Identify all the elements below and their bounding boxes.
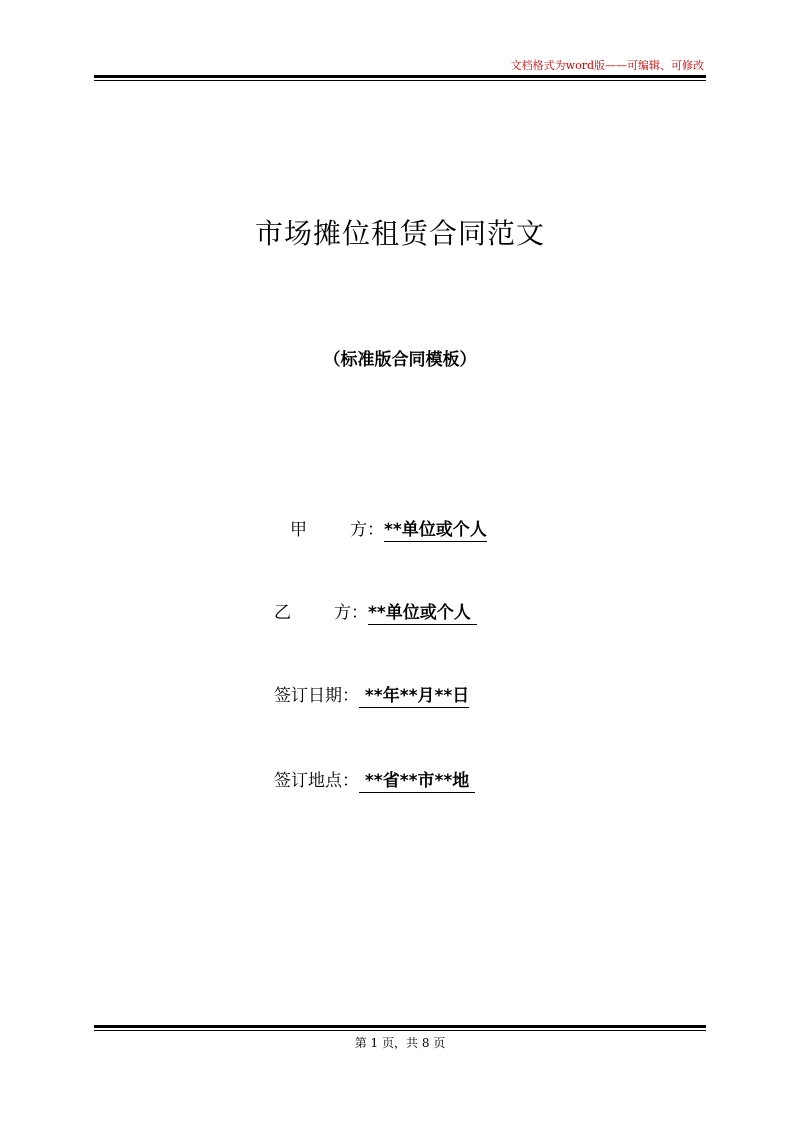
signing-date-label: 签订日期： <box>274 686 359 706</box>
header-rule-thick <box>94 75 706 78</box>
document-title: 市场摊位租赁合同范文 <box>254 217 545 250</box>
party-b-label-suffix: 方： <box>334 603 368 623</box>
party-b-value: **单位或个人 <box>368 598 477 625</box>
signing-date-field <box>274 681 469 708</box>
signing-place-field <box>274 766 475 793</box>
signing-place-value: **省**市**地 <box>359 766 475 793</box>
footer-rule-thin <box>94 1030 706 1031</box>
party-b-label-char: 乙 <box>274 603 291 623</box>
signing-date-value: **年**月**日 <box>359 681 469 708</box>
party-a-label-suffix: 方： <box>350 520 384 540</box>
party-a-field <box>290 515 487 542</box>
party-b-field <box>274 598 477 625</box>
page-number: 第 1 页，共 8 页 <box>354 1036 446 1050</box>
party-a-label-char: 甲 <box>290 520 307 540</box>
header-note: 文档格式为word版——可编辑、可修改 <box>510 59 704 72</box>
header-rule-thin <box>94 80 706 81</box>
footer-rule-thick <box>94 1025 706 1028</box>
document-subtitle: （标准版合同模板） <box>323 350 477 370</box>
party-a-value: **单位或个人 <box>384 515 487 542</box>
signing-place-label: 签订地点： <box>274 771 359 791</box>
